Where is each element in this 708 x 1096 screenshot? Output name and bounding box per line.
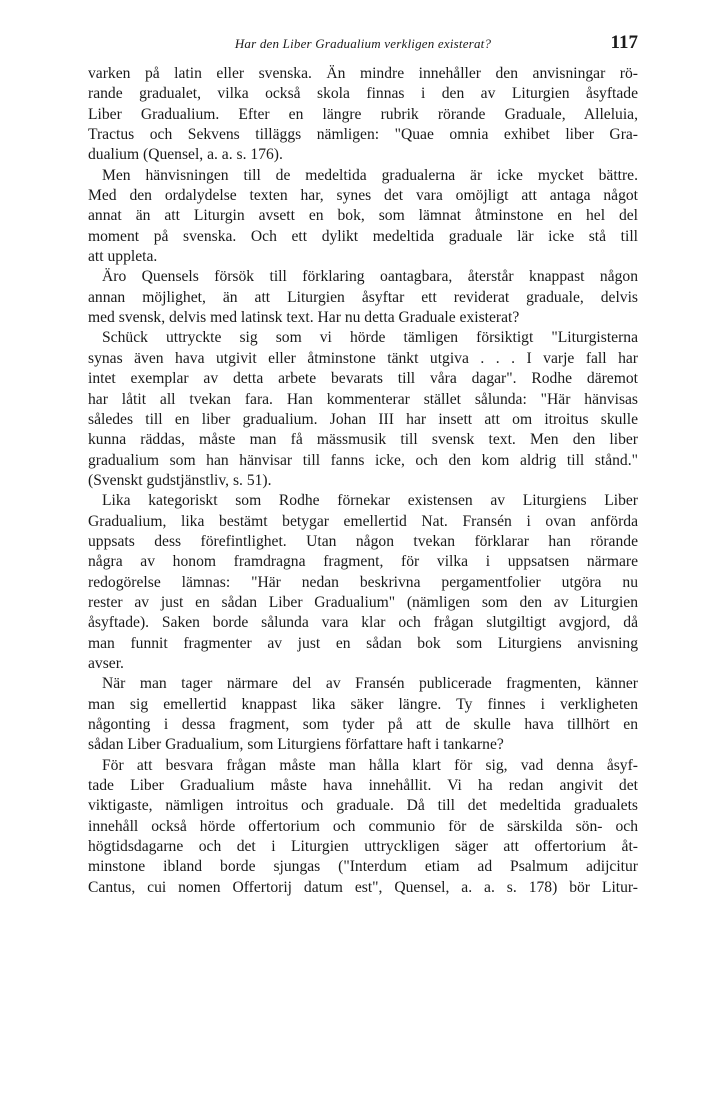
text-line: rande gradualet, vilka också skola finnas i den av Liturgien åsyftade (88, 85, 638, 103)
text-line: avser. (88, 654, 124, 672)
text-line: någonting i dessa fragment, som tyder på att de skulle hava tillhört en (88, 716, 638, 733)
text-line: minstone ibland borde sjungas ("Interdum etiam ad Psalmum adijcitur (88, 858, 638, 876)
paragraph-1 (88, 64, 638, 166)
text-line: dualium (Quensel, a. a. s. 176). (88, 146, 283, 164)
text-line: några av honom framdragna fragment, för vilka i uppsatsen närmare (88, 553, 638, 571)
paragraph-2 (88, 166, 638, 268)
text-line: Liber Gradualium. Efter en längre rubrik rörande Graduale, Alleluia, (88, 105, 638, 123)
text-line: att uppleta. (88, 248, 158, 266)
text-line: Men hänvisningen till de medeltida gradualerna är icke mycket bättre. (102, 166, 638, 184)
page-number: 117 (610, 32, 638, 53)
text-line: (Svenskt gudstjänstliv, s. 51). (88, 471, 272, 489)
text-line: moment på svenska. Och ett dylikt medeltida graduale lär icke stå till (88, 227, 638, 245)
text-line: man funnit fragmenter av just en sådan bok som Liturgiens anvisning (88, 634, 638, 652)
book-page (88, 32, 638, 898)
text-line: man sig emellertid knappast lika säker längre. Ty finnes i verkligheten (88, 695, 638, 713)
text-line: tade Liber Gradualium måste hava innehållit. Vi ha redan angivit det (88, 777, 638, 795)
text-line: således till en liber gradualium. Johan III har insett att om itroitus skulle (88, 410, 638, 428)
text-line: med svensk, delvis med latinsk text. Har nu detta Graduale existerat? (88, 309, 520, 327)
text-line: innehåll också hörde offertorium och communio för de särskilda sön- och (88, 817, 638, 835)
text-line: intet exemplar av detta arbete bevarats till våra dagar". Rodhe däremot (88, 370, 638, 388)
text-line: rester av just en sådan Liber Gradualium" (nämligen som den av Liturgien (88, 593, 638, 611)
body-text (88, 64, 638, 898)
paragraph-3 (88, 267, 638, 328)
paragraph-6 (88, 674, 638, 755)
text-line: högtidsdagarne och det i Liturgien uttryckligen säger att offertorium åt- (88, 838, 638, 856)
text-line: annat än att Liturgin avsett en bok, som lämnat åtminstone en hel del (88, 207, 638, 225)
paragraph-5 (88, 491, 638, 674)
text-line: sådan Liber Gradualium, som Liturgiens författare haft i tankarne? (88, 736, 504, 754)
paragraph-7 (88, 756, 638, 898)
text-line: gradualium som han hänvisar till fanns icke, och den kom aldrig till stånd." (88, 451, 638, 469)
text-line: Lika kategoriskt som Rodhe förnekar existensen av Liturgiens Liber (102, 492, 638, 510)
text-line: När man tager närmare del av Fransén publicerade fragmenten, känner (102, 675, 638, 693)
text-line: annan möjlighet, än att Liturgien åsyftar ett reviderat graduale, delvis (88, 288, 638, 306)
text-line: Äro Quensels försök till förklaring oantagbara, återstår knappast någon (102, 268, 638, 286)
text-line: uppsats dess förefintlighet. Utan någon tvekan förklarar han rörande (88, 532, 638, 550)
text-line: åsyftade). Saken borde sålunda vara klar och frågan slutgiltigt avgjord, då (88, 614, 638, 632)
text-line: varken på latin eller svenska. Än mindre innehåller den anvisningar rö- (88, 65, 638, 82)
paragraph-4 (88, 328, 638, 491)
running-title: Har den Liber Gradualium verkligen existerat? (234, 36, 492, 51)
text-line: viktigaste, nämligen introitus och graduale. Då till det medeltida gradualets (88, 797, 638, 815)
text-line: har låtit all tvekan fara. Han kommenterar stället sålunda: "Här hänvisas (88, 390, 638, 408)
text-line: För att besvara frågan måste man hålla klart för sig, vad denna åsyf- (102, 756, 638, 774)
text-line: synas även hava utgivit eller åtminstone tänkt utgiva . . . I varje fall har (88, 349, 638, 367)
text-line: redogörelse lämnas: "Här nedan beskrivna pergamentfolier utgöra nu (88, 573, 638, 591)
text-line: Cantus, cui nomen Offertorij datum est", Quensel, a. a. s. 178) bör Litur- (88, 878, 638, 896)
text-line: kunna räddas, måste man få mässmusik till svensk text. Men den liber (88, 431, 638, 449)
text-line: Schück uttryckte sig som vi hörde tämligen försiktigt "Liturgisterna (102, 329, 638, 347)
text-line: Gradualium, lika bestämt betygar emellertid Nat. Fransén i ovan anförda (88, 512, 638, 530)
text-line: Tractus och Sekvens tilläggs nämligen: "Quae omnia exhibet liber Gra- (88, 126, 638, 144)
running-head (88, 32, 638, 58)
text-line: Med den ordalydelse texten har, synes det vara omöjligt att antaga något (88, 187, 638, 205)
